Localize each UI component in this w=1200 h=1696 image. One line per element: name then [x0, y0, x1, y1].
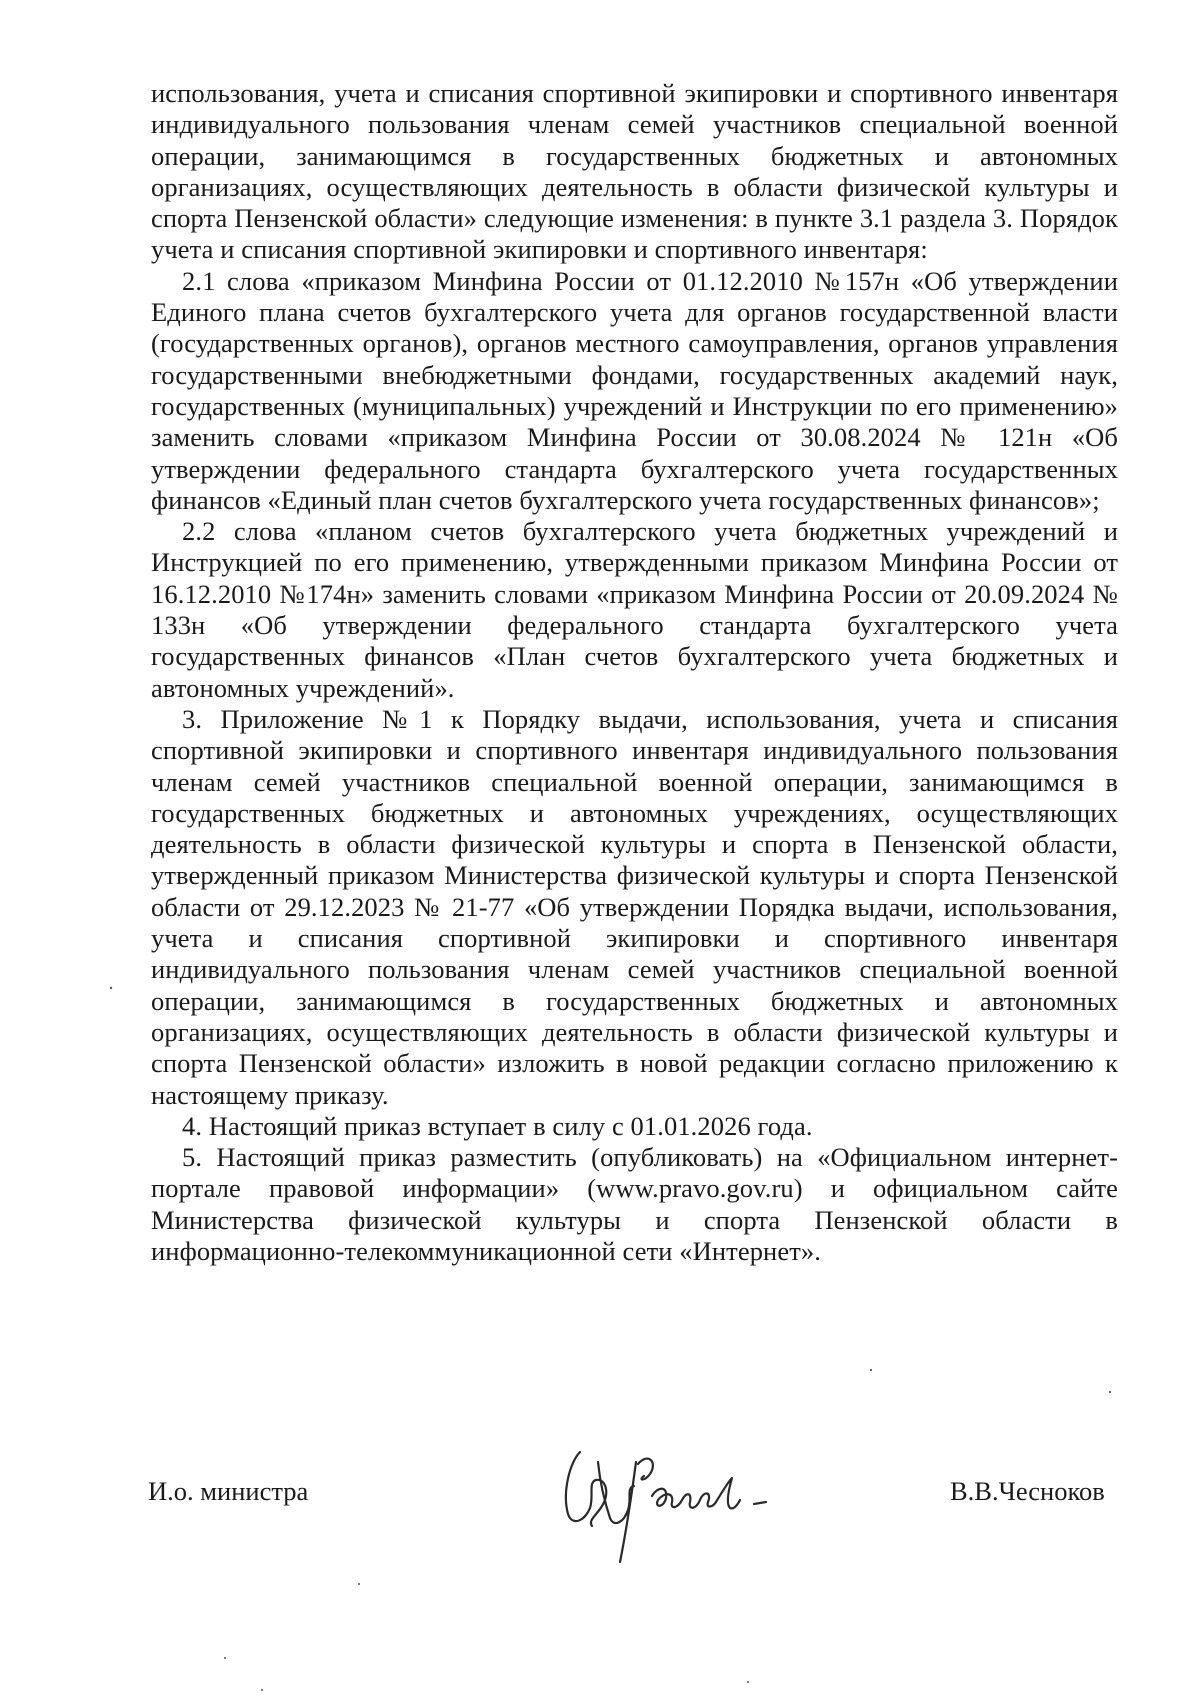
signature-block — [0, 1476, 1200, 1536]
document-body — [151, 78, 1118, 1267]
paragraph-continuation: использования, учета и списания спортивной экипировки и спортивного инвентаря индивидуального пользования членам семей участников специальной военной операции, занимающимся в государственных бюджетных и автономных организациях, осуществляющих деятельность в области физической культуры и спорта Пензенской области» следующие изменения: в пункте 3.1 раздела 3. Порядок учета и списания спортивной экипировки и спортивного инвентаря: — [151, 78, 1118, 265]
signatory-role: И.о. министра — [148, 1476, 309, 1506]
paragraph-item-5: 5. Настоящий приказ разместить (опубликовать) на «Официальном интернет-портале правовой информации» (www.pravo.gov.ru) и официальном сайте Министерства физической культуры и спорта Пензенской области в информационно-телекоммуникационной сети «Интернет». — [151, 1142, 1118, 1266]
signatory-name: В.В.Чесноков — [950, 1476, 1105, 1506]
paragraph-item-2-2: 2.2 слова «планом счетов бухгалтерского учета бюджетных учреждений и Инструкцией по его применению, утвержденными приказом Минфина России от 16.12.2010 №174н» заменить словами «приказом Минфина России от 20.09.2024 № 133н «Об утверждении федерального стандарта бухгалтерского учета государственных финансов «План счетов бухгалтерского учета бюджетных и автономных учреждений». — [151, 516, 1118, 703]
paragraph-item-3: 3. Приложение №1 к Порядку выдачи, использования, учета и списания спортивной экипировки и спортивного инвентаря индивидуального пользования членам семей участников специальной военной операции, занимающимся в государственных бюджетных и автономных учреждениях, осуществляющих деятельность в области физической культуры и спорта в Пензенской области, утвержденный приказом Министерства физической культуры и спорта Пензенской области от 29.12.2023 № 21-77 «Об утверждении Порядка выдачи, использования, учета и списания спортивной экипировки и спортивного инвентаря индивидуального пользования членам семей участников специальной военной операции, занимающимся в государственных бюджетных и автономных организациях, осуществляющих деятельность в области физической культуры и спорта Пензенской области» изложить в новой редакции согласно приложению к настоящему приказу. — [151, 703, 1118, 1110]
paragraph-item-2-1: 2.1 слова «приказом Минфина России от 01.12.2010 №157н «Об утверждении Единого плана счетов бухгалтерского учета для органов государственной власти (государственных органов), органов местного самоуправления, органов управления государственными внебюджетными фондами, государственных академий наук, государственных (муниципальных) учреждений и Инструкции по его применению» заменить словами «приказом Минфина России от 30.08.2024 № 121н «Об утверждении федерального стандарта бухгалтерского учета государственных финансов «Единый план счетов бухгалтерского учета государственных финансов»; — [151, 265, 1118, 515]
paragraph-item-4: 4. Настоящий приказ вступает в силу с 01.01.2026 года. — [182, 1110, 813, 1141]
